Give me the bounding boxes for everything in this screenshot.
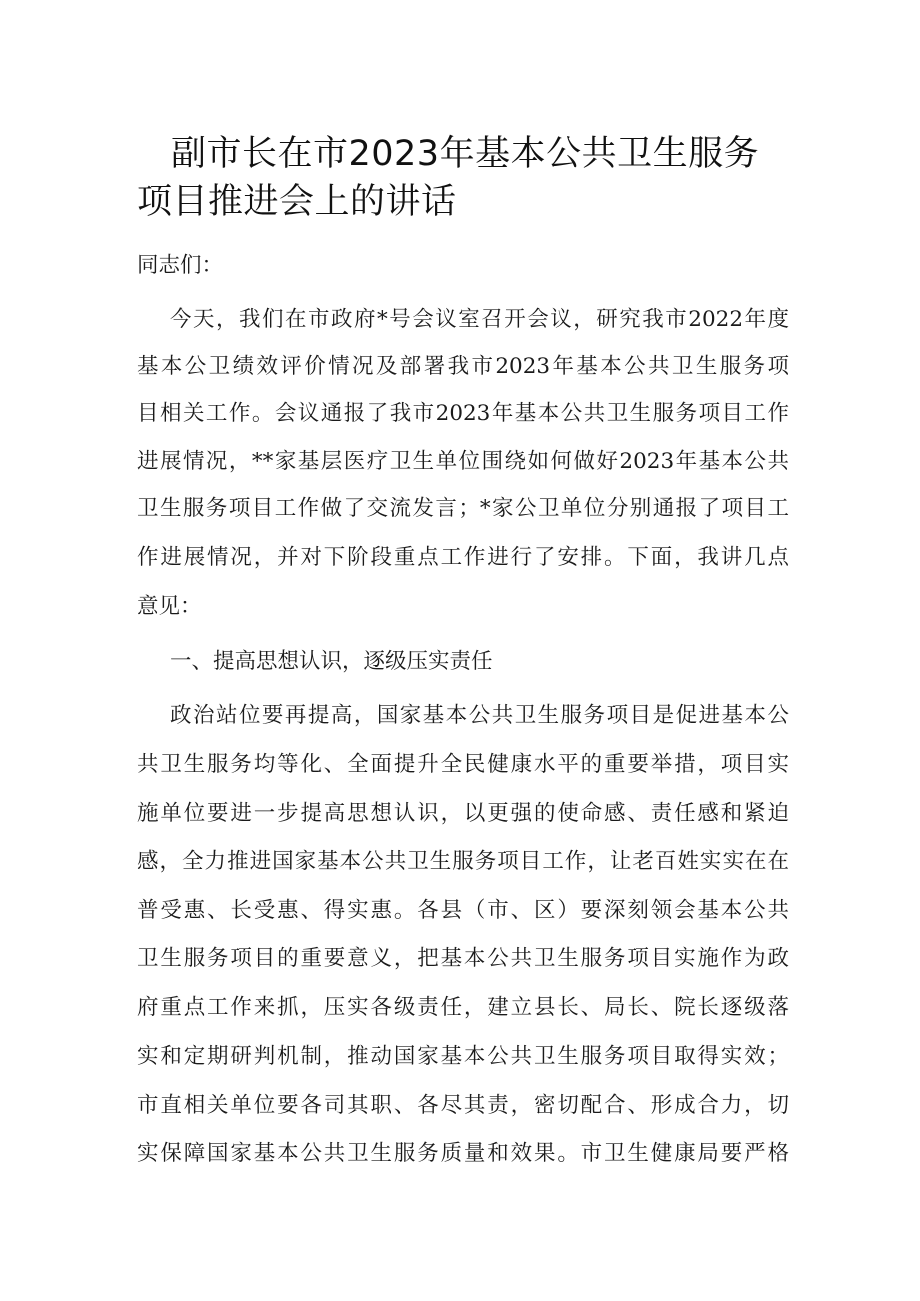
document-title: 副市长在市2023年基本公共卫生服务项目推进会上的讲话 — [137, 134, 760, 222]
paragraph-2-line: 市直相关单位要各司其职、各尽其责，密切配合、形成合力，切 — [137, 1093, 789, 1118]
paragraph-1-line: 今天，我们在市政府*号会议室召开会议，研究我市2022年度 — [170, 307, 789, 332]
paragraph-1-line: 卫生服务项目工作做了交流发言；*家公卫单位分别通报了项目工 — [137, 496, 789, 521]
paragraph-1-line: 目相关工作。会议通报了我市2023年基本公共卫生服务项目工作 — [137, 401, 789, 426]
paragraph-2-line: 政治站位要再提高，国家基本公共卫生服务项目是促进基本公 — [170, 703, 789, 728]
paragraph-1-line: 基本公卫绩效评价情况及部署我市2023年基本公共卫生服务项 — [137, 354, 789, 379]
paragraph-1-line: 作进展情况，并对下阶段重点工作进行了安排。下面，我讲几点 — [137, 545, 789, 570]
paragraph-1-line: 进展情况，**家基层医疗卫生单位围绕如何做好2023年基本公共 — [137, 449, 789, 474]
paragraph-1-line: 意见： — [137, 594, 202, 619]
paragraph-2-line: 普受惠、长受惠、得实惠。各县（市、区）要深刻领会基本公共 — [137, 898, 789, 923]
paragraph-2-line: 实保障国家基本公共卫生服务质量和效果。市卫生健康局要严格 — [137, 1141, 789, 1166]
salutation: 同志们： — [137, 253, 224, 278]
paragraph-2-line: 感，全力推进国家基本公共卫生服务项目工作，让老百姓实实在在 — [137, 849, 789, 874]
section-1-heading: 一、提高思想认识，逐级压实责任 — [170, 649, 493, 674]
paragraph-2-line: 共卫生服务均等化、全面提升全民健康水平的重要举措，项目实 — [137, 752, 789, 777]
paragraph-2-line: 卫生服务项目的重要意义，把基本公共卫生服务项目实施作为政 — [137, 946, 789, 971]
paragraph-2-line: 施单位要进一步提高思想认识，以更强的使命感、责任感和紧迫 — [137, 801, 789, 826]
paragraph-2-line: 府重点工作来抓，压实各级责任，建立县长、局长、院长逐级落 — [137, 995, 789, 1020]
paragraph-2-line: 实和定期研判机制，推动国家基本公共卫生服务项目取得实效； — [137, 1044, 789, 1069]
